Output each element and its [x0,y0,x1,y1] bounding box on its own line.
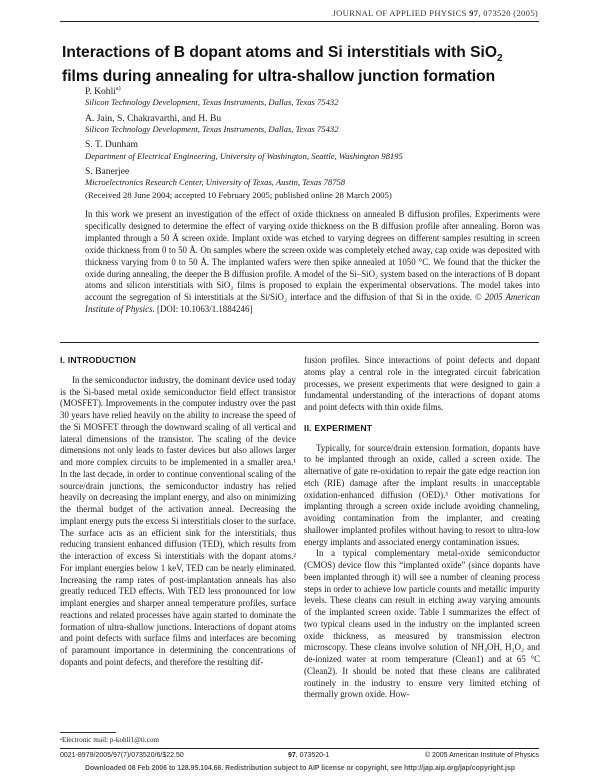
author-name: S. Banerjee [85,165,130,177]
abstract-text: In this work we present an investigation of the effect of oxide thickness on annealed B diffusion profiles. Experiments were specifically designed to determine the effect of varying oxide thickness on the B diffusion profile after annealing. Boron was implanted through a 50 Å screen oxide. Implant oxide was etched to varying degrees on different samples resulting in screen oxide thickness from 0 to 50 Å. On samples where the screen oxide was completely etched away, cap oxide was deposited with thickness varying from 0 to 50 Å. The implanted wafers were then spike annealed at 1050 °C. We found that the thicker the oxide during annealing, the deeper the B diffusion profile. A model of the Si–SiO₂ system based on the interactions of B dopant atoms and silicon interstitials with SiO₂ films is proposed to explain the experimental observations. The model takes into account the segregation of Si interstitials at the Si/SiO₂ interface and the diffusion of that Si in the oxide. © [85,209,540,303]
right-column [304,355,540,701]
author-name: S. T. Dunham [85,139,138,151]
intro-paragraph-1: In the semiconductor industry, the dominant device used today is the Si-based metal oxide semiconductor field effect transistor (MOSFET). Improvements in the computer industry over the past 30 years have relied heavily on the ability to increase the speed of the Si MOSFET through the downward scaling of all vertical and lateral dimensions of the transistor. The scaling of the device dimensions not only leads to faster devices but also allows larger and more complex circuits to be implemented in a smaller area.¹ In the last decade, in order to continue conventional scaling of the source/drain junctions, the semiconductor industry has relied heavily on decreasing the implant energy, and also on minimizing the thermal budget of the activation anneal. Decreasing the implant energy puts the excess Si interstitials closer to the surface. The surface acts as an efficient sink for the interstitials, thus reducing transient enhanced diffusion (TED), which results from the interaction of excess Si interstitials with the dopant atoms.² For implant energies below 1 keV, TED can be nearly eliminated. Increasing the ramp rates of post-implantation anneals has also greatly reduced TED effects. With TED less pronounced for low implant energies and sharper anneal temperature profiles, surface reactions and related processes have again started to dominate the formation of ultra-shallow junctions. Interactions of dopant atoms and point defects with surface films and interfaces are becoming of paramount importance in determining the concentrations of dopants and point defects, and therefore the resulting dif- [60,374,296,667]
doi-link[interactable]: [DOI: 10.1063/1.1884246] [154,304,253,315]
author-block-3 [85,139,545,161]
section-heading-experiment: II. EXPERIMENT [304,422,373,433]
author-block-2 [85,113,545,135]
footer-issn: 0021-8979/2005/97(7)/073520/6/$22.50 [60,752,184,759]
experiment-paragraph-2: In a typical complementary metal-oxide semiconductor (CMOS) device flow this “implanted oxide” (since dopants have been implanted through it) will see a number of cleaning process steps in order to achieve low particle counts and metallic impurity levels. These cleans can result in etching away varying amounts of the implanted screen oxide. Table I summarizes the effect of two typical cleans used in the industry on the implanted screen oxide thickness, as measured by transmission electron microscopy. These cleans involve solution of NH₄OH, H₂O₂ and de-ionized water at room temperature (Clean1) and at 65 °C (Clean2). It should be noted that these cleans are calibrated routinely in the industry to ensure very limited etching of thermally grown oxide. How- [304,548,540,700]
footer-copyright: © 2005 American Institute of Physics [424,752,539,759]
footer-rule [60,748,539,749]
left-column [60,355,296,669]
author-block-4 [85,166,545,188]
author-affiliation: Microelectronics Research Center, University of Texas, Austin, Texas 78758 [85,177,346,188]
page-footer [60,752,539,762]
author-block-1 [85,84,545,109]
journal-name: JOURNAL OF APPLIED PHYSICS [332,8,467,18]
download-notice: Downloaded 08 Feb 2006 to 128.95.104.66. Redistribution subject to AIP license or copyright, see http://jap.aip.org/jap/copyright.jsp [84,765,515,772]
received-dates: (Received 28 June 2004; accepted 10 February 2005; published online 28 March 2005) [85,190,392,200]
footnote-rule [60,732,116,733]
author-name: P. Kohli$^{a)}$ [85,86,121,98]
header-rule [60,21,539,22]
experiment-paragraph-1: Typically, for source/drain extension formation, dopants have to be implanted through an oxide, called a screen oxide. The alternative of gate re-oxidation to repair the gate edge reaction ion etch (RIE) damage after the implant results in unacceptable oxidation-enhanced diffusion (OED).³ Other motivations for implanting through a screen oxide include avoiding channeling, avoiding contamination from the implanter, and creating shallower implanted profiles without having to resort to ultra-low energy implants and associated energy contamination issues. [304,442,540,547]
journal-volume: 97 [469,8,479,18]
paper-title: Interactions of B dopant atoms and Si interstitials with SiO$_2$ films during annealing for ultra-shallow junction formation [62,44,503,86]
author-affiliation: Department of Electrical Engineering, University of Washington, Seattle, Washington 98195 [85,150,403,161]
journal-header [332,8,538,18]
abstract [85,209,540,316]
footer-page-number: 97, 073520-1 [288,752,330,759]
section-heading-introduction: I. INTRODUCTION [60,355,137,365]
abstract-copyright: 2005 American Institute of Physics. [85,292,540,315]
author-marker: a) [115,86,121,92]
author-affiliation: Silicon Technology Development, Texas Instruments, Dallas, Texas 75432 [85,97,339,108]
footnote-email: ᵃElectronic mail: p-kohli1@ti.com [60,736,160,744]
abstract-rule [60,342,539,343]
author-name: A. Jain, S. Chakravarthi, and H. Bu [85,112,222,124]
intro-paragraph-1-continued: fusion profiles. Since interactions of point defects and dopant atoms play a central role in the integrated circuit fabrication processes, we present experiments that were designed to gain a fundamental understanding of the interactions of dopant atoms and point defects with thin oxide films. [304,355,540,412]
author-list [85,84,545,193]
author-affiliation: Silicon Technology Development, Texas Instruments, Dallas, Texas 75432 [85,123,339,134]
article-info: , 073520 (2005) [478,8,538,18]
